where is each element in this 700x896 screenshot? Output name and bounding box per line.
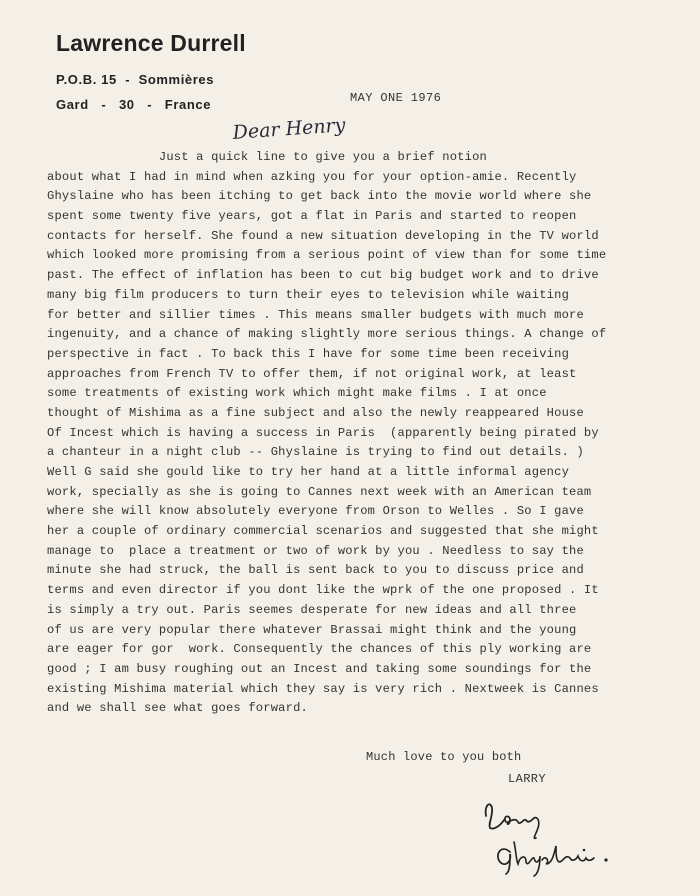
handwritten-salutation: Dear Henry [232, 114, 347, 144]
body-line: manage to place a treatment or two of work by you . Needless to say the [47, 543, 584, 558]
body-line: about what I had in mind when azking you for your option-amie. Recently [47, 169, 577, 184]
letterhead-address-line-2: Gard - 30 - France [56, 97, 212, 112]
body-line: Just a quick line to give you a brief notion [47, 150, 487, 164]
body-line: past. The effect of inflation has been to cut big budget work and to drive [47, 268, 599, 283]
body-line: good ; I am busy roughing out an Incest and taking some soundings for the [47, 661, 592, 676]
body-line: minute she had struck, the ball is sent back to you to discuss price and [47, 563, 584, 578]
typed-signature: LARRY [508, 772, 547, 786]
body-line: many big film producers to turn their eyes to television while waiting [47, 287, 570, 302]
body-line: is simply a try out. Paris seemes desperate for new ideas and all three [47, 602, 577, 617]
body-line: for better and sillier times . This means smaller budgets with much more [47, 307, 584, 322]
body-line: contacts for herself. She found a new situation developing in the TV world [47, 228, 599, 243]
closing-line: Much love to you both [366, 750, 522, 764]
body-line: approaches from French TV to offer them, if not original work, at least [47, 366, 577, 381]
body-line: of us are very popular there whatever Brassai might think and the young [47, 622, 577, 637]
letterhead-address-line-1: P.O.B. 15 - Sommières [56, 72, 215, 87]
body-line: and we shall see what goes forward. [47, 701, 309, 716]
letter-body [47, 148, 700, 719]
body-line: her a couple of ordinary commercial scenarios and suggested that she might [47, 524, 599, 539]
body-line: work, specially as she is going to Cannes next week with an American team [47, 484, 592, 499]
body-line: some treatments of existing work which might make films . I at once [47, 386, 547, 401]
body-line: a chanteur in a night club -- Ghyslaine is trying to find out details. ) [47, 445, 584, 460]
body-line: Ghyslaine who has been itching to get back into the movie world where she [47, 189, 592, 204]
body-line: perspective in fact . To back this I have for some time been receiving [47, 346, 570, 361]
body-line: thought of Mishima as a fine subject and also the newly reappeared House [47, 405, 584, 420]
handwritten-signatures-icon [480, 790, 640, 880]
body-line: Well G said she gould like to try her hand at a little informal agency [47, 465, 570, 479]
body-line: which looked more promising from a serious point of view than for some time [47, 248, 607, 263]
body-line: spent some twenty five years, got a flat in Paris and started to reopen [47, 209, 577, 224]
letter-date: MAY ONE 1976 [350, 91, 442, 105]
body-line: Of Incest which is having a success in Paris (apparently being pirated by [47, 425, 599, 440]
letterhead-name: Lawrence Durrell [56, 30, 246, 56]
body-line: existing Mishima material which they say is very rich . Nextweek is Cannes [47, 681, 599, 696]
body-line: terms and even director if you dont like the wprk of the one proposed . It [47, 583, 599, 598]
body-line: ingenuity, and a chance of making slightly more serious things. A change of [47, 327, 607, 342]
body-line: are eager for gor work. Consequently the chances of this ply working are [47, 642, 592, 657]
body-line: where she will know absolutely everyone from Orson to Welles . So I gave [47, 504, 584, 519]
